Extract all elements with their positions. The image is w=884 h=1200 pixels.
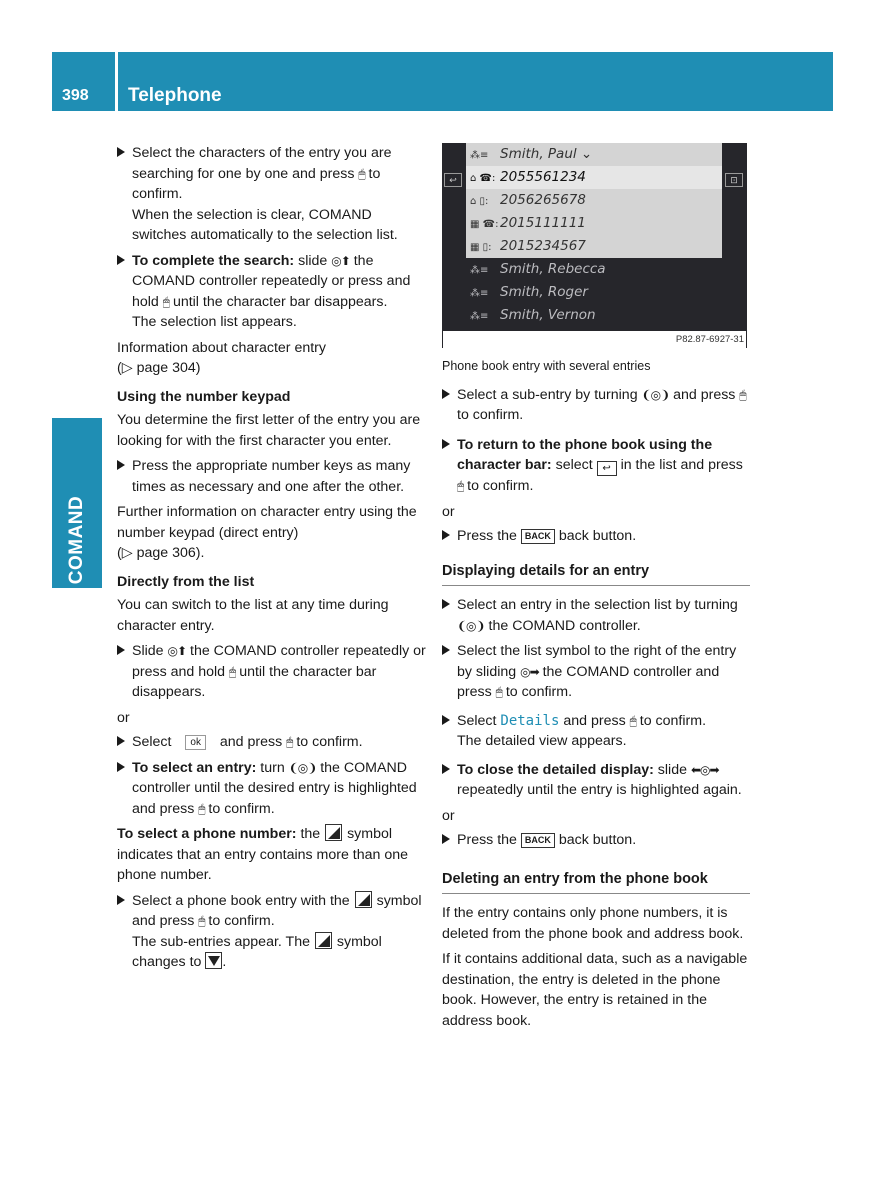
controller-press-icon: 🖱: [739, 387, 746, 402]
list-text: You can switch to the list at any time during character entry.: [117, 597, 389, 634]
step-arrow-icon: [117, 895, 125, 905]
page-reference-link[interactable]: (▷ page 304): [117, 360, 201, 376]
side-tab-label: COMAND: [66, 495, 87, 585]
figure-code: P82.87-6927-31: [442, 331, 747, 348]
controller-slide-up-icon: ◎⬆: [331, 253, 350, 268]
controller-press-icon: 🖱: [229, 664, 236, 679]
step-select-phone-book-entry: Select a phone book entry with the symbol and press 🖱 to confirm. The sub-entries appear. The symbol changes to .: [117, 891, 427, 973]
step-press-back: Press the BACK back button.: [442, 526, 750, 547]
heading-directly-from-list: Directly from the list: [117, 573, 255, 590]
list-symbol-icon[interactable]: ⊡: [725, 173, 743, 187]
step-return-to-phone-book: To return to the phone book using the character bar: select ↩ in the list and press 🖱 to confirm.: [442, 435, 750, 497]
step-arrow-icon: [117, 255, 125, 265]
step-arrow-icon: [117, 645, 125, 655]
ok-button-symbol: ok: [185, 735, 206, 750]
phone-number-text: To select a phone number: the symbol indicates that an entry contains more than one phone number.: [117, 826, 409, 883]
back-list-icon: ↩: [597, 461, 617, 476]
controller-press-icon: 🖱: [629, 713, 636, 728]
contact-icon: ⁂≡: [470, 150, 489, 161]
or-text: or: [442, 807, 455, 824]
list-item[interactable]: ⁂≡ Smith, Vernon: [466, 304, 722, 327]
controller-slide-left-right-icon: ⬅◎➡: [690, 762, 719, 777]
section-title-deleting-entry: Deleting an entry from the phone book: [442, 869, 750, 895]
multiple-numbers-icon: [325, 824, 342, 841]
step-select-entry-in-list: Select an entry in the selection list by turning ❨◎❩ the COMAND controller.: [442, 595, 750, 636]
controller-slide-right-icon: ◎➡: [520, 664, 539, 679]
page-number: 398: [62, 87, 89, 104]
page-title: Telephone: [128, 85, 222, 106]
or-text: or: [442, 503, 455, 520]
delete-text-1: If the entry contains only phone numbers, it is deleted from the phone book and address book.: [442, 905, 744, 942]
heading-number-keypad: Using the number keypad: [117, 388, 291, 405]
controller-press-icon: 🖱: [358, 166, 365, 181]
expanded-entries-icon: [205, 952, 222, 969]
details-menu-item[interactable]: Details: [500, 712, 560, 729]
step-arrow-icon: [442, 764, 450, 774]
office-phone-icon: ▦ ☎:: [470, 219, 499, 230]
step-arrow-icon: [442, 599, 450, 609]
step-select-entry: To select an entry: turn ❨◎❩ the COMAND controller until the desired entry is highlighted and press 🖱 to confirm.: [117, 758, 427, 820]
step-select-details: Select Details and press 🖱 to confirm. The detailed view appears.: [442, 711, 750, 752]
controller-turn-icon: ❨◎❩: [457, 618, 485, 633]
multiple-numbers-icon: [355, 891, 372, 908]
controller-press-icon: 🖱: [286, 735, 293, 749]
back-list-icon[interactable]: ↩: [444, 173, 462, 187]
list-item-selected[interactable]: ⌂ ☎: 2055561234: [466, 166, 722, 189]
back-button-symbol: BACK: [521, 833, 555, 848]
side-tab: [52, 418, 102, 588]
home-phone-icon: ⌂ ☎:: [470, 173, 496, 184]
step-arrow-icon: [117, 762, 125, 772]
contact-icon: ⁂≡: [470, 288, 489, 299]
page-reference-link[interactable]: (▷ page 306).: [117, 545, 205, 561]
further-info-text: Further information on character entry using the number keypad (direct entry) (▷ page 306).: [117, 504, 417, 561]
figure-caption: Phone book entry with several entries: [442, 359, 651, 373]
list-item[interactable]: ⌂ ▯: 2056265678: [466, 189, 722, 212]
comand-screen: [442, 143, 747, 348]
step-arrow-icon: [442, 389, 450, 399]
controller-press-icon: 🖱: [198, 914, 205, 928]
left-column: [117, 143, 427, 978]
controller-press-icon: 🖱: [162, 294, 169, 309]
contact-icon: ⁂≡: [470, 311, 489, 322]
info-text: Information about character entry (▷ page 304): [117, 339, 326, 376]
step-select-ok: Select ok and press 🖱 to confirm.: [117, 732, 427, 753]
step-arrow-icon: [117, 147, 125, 157]
controller-press-icon: 🖱: [495, 685, 502, 699]
controller-press-icon: 🖱: [457, 479, 464, 493]
step-arrow-icon: [442, 645, 450, 655]
list-item[interactable]: ⁂≡ Smith, Roger: [466, 281, 722, 304]
step-arrow-icon: [442, 439, 450, 449]
list-item[interactable]: ⁂≡ Smith, Paul ⌄: [466, 143, 722, 166]
list-item[interactable]: ⁂≡ Smith, Rebecca: [466, 258, 722, 281]
controller-press-icon: 🖱: [198, 801, 205, 816]
list-item[interactable]: ▦ ☎: 2015111111: [466, 212, 722, 235]
controller-turn-icon: ❨◎❩: [641, 387, 670, 402]
step-select-characters: Select the characters of the entry you are searching for one by one and press 🖱 to confirm. When the selection is clear, COMAND switches automatically to the selection list.: [117, 143, 427, 246]
step-arrow-icon: [442, 530, 450, 540]
office-mobile-icon: ▦ ▯:: [470, 242, 492, 253]
step-arrow-icon: [117, 460, 125, 470]
keypad-text: You determine the first letter of the entry you are looking for with the first character you enter.: [117, 412, 421, 449]
step-arrow-icon: [442, 715, 450, 725]
step-complete-search: To complete the search: slide ◎⬆ the COMAND controller repeatedly or press and hold 🖱 until the character bar disappears. The selection list appears.: [117, 251, 427, 333]
section-title-displaying-details: Displaying details for an entry: [442, 561, 750, 587]
step-press-number-keys: Press the appropriate number keys as many times as necessary and one after the other.: [117, 456, 427, 497]
controller-slide-up-icon: ◎⬆: [167, 644, 187, 658]
back-button-symbol: BACK: [521, 529, 555, 544]
step-arrow-icon: [442, 834, 450, 844]
step-arrow-icon: [117, 736, 125, 746]
header-divider: [115, 52, 118, 111]
contact-icon: ⁂≡: [470, 265, 489, 276]
multiple-numbers-icon: [315, 932, 332, 949]
step-select-list-symbol: Select the list symbol to the right of the entry by sliding ◎➡ the COMAND controller and press 🖱 to confirm.: [442, 641, 750, 703]
step-close-detailed-display: To close the detailed display: slide ⬅◎➡ repeatedly until the entry is highlighted again.: [442, 760, 750, 801]
right-column: [442, 143, 750, 1036]
step-slide-controller: Slide ◎⬆ the COMAND controller repeatedly or press and hold 🖱 until the character bar disappears.: [117, 641, 427, 703]
phone-book-list: [466, 143, 722, 331]
home-mobile-icon: ⌂ ▯:: [470, 196, 489, 207]
step-press-back: Press the BACK back button.: [442, 830, 750, 851]
or-text: or: [117, 709, 130, 726]
controller-turn-icon: ❨◎❩: [288, 760, 317, 775]
list-item[interactable]: ▦ ▯: 2015234567: [466, 235, 722, 258]
step-select-sub-entry: Select a sub-entry by turning ❨◎❩ and press 🖱 to confirm.: [442, 385, 750, 426]
delete-text-2: If it contains additional data, such as a navigable destination, the entry is deleted in the phone book. However, the entry is retained in the address book.: [442, 951, 748, 1029]
